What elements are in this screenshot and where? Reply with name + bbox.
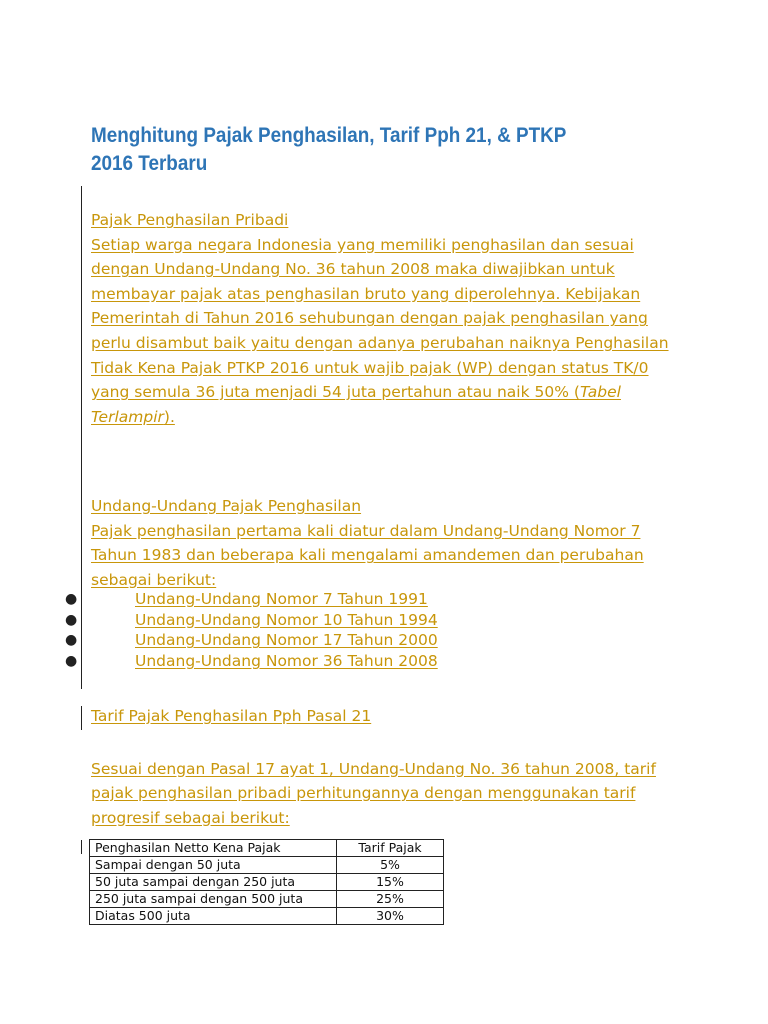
table-cell: 25% bbox=[337, 891, 444, 908]
table-row bbox=[90, 874, 444, 891]
tax-rate-table bbox=[89, 839, 444, 925]
table-cell: 5% bbox=[337, 857, 444, 874]
spacer bbox=[91, 729, 691, 757]
bullet-icon: ● bbox=[65, 653, 78, 670]
left-margin-rule bbox=[81, 840, 82, 854]
list-item bbox=[0, 651, 768, 672]
section-body[interactable] bbox=[91, 233, 691, 430]
section-body[interactable]: Sesuai dengan Pasal 17 ayat 1, Undang-Undang No. 36 tahun 2008, tarif pajak penghasilan pribadi perhitungannya dengan menggunakan tarif progresif sebagai berikut: bbox=[91, 759, 656, 827]
table-row bbox=[90, 908, 444, 925]
table-row bbox=[90, 857, 444, 874]
section-heading[interactable]: Undang-Undang Pajak Penghasilan bbox=[91, 497, 362, 515]
body-text: Setiap warga negara Indonesia yang memiliki penghasilan dan sesuai dengan Undang-Undang No. 36 tahun 2008 maka diwajibkan untuk membayar pajak atas penghasilan bruto yang diperolehnya. Kebijakan Pemerintah di Tahun 2016 sehubungan dengan pajak penghasilan yang perlu disambut baik yaitu dengan adanya perubahan naiknya Penghasilan Tidak Kena Pajak PTKP 2016 untuk wajib pajak (WP) dengan status TK/0 yang semula 36 juta menjadi 54 juta pertahun atau naik 50% ( bbox=[91, 235, 669, 402]
list-item bbox=[0, 589, 768, 610]
body-text-end: ). bbox=[163, 407, 175, 426]
bullet-icon: ● bbox=[65, 632, 78, 649]
section-heading[interactable]: Pajak Penghasilan Pribadi bbox=[91, 211, 289, 229]
list-item-link[interactable]: Undang-Undang Nomor 10 Tahun 1994 bbox=[135, 610, 438, 629]
bullet-icon: ● bbox=[65, 611, 78, 628]
table-cell: 15% bbox=[337, 874, 444, 891]
table-row bbox=[90, 891, 444, 908]
italic-reference: Tabel Terlampir bbox=[91, 383, 621, 426]
table-cell: 50 juta sampai dengan 250 juta bbox=[90, 874, 337, 891]
document-title: Menghitung Pajak Penghasilan, Tarif Pph 21, & PTKP 2016 Terbaru bbox=[91, 124, 567, 175]
list-item-link[interactable]: Undang-Undang Nomor 17 Tahun 2000 bbox=[135, 631, 438, 650]
list-item bbox=[0, 610, 768, 631]
section-body[interactable]: Pajak penghasilan pertama kali diatur dalam Undang-Undang Nomor 7 Tahun 1983 dan beberapa kali mengalami amandemen dan perubahan sebagai berikut: bbox=[91, 521, 644, 589]
table-header-row bbox=[90, 840, 444, 857]
section-pajak-penghasilan-pribadi bbox=[91, 208, 691, 429]
list-item-link[interactable]: Undang-Undang Nomor 36 Tahun 2008 bbox=[135, 652, 438, 671]
table-cell: 250 juta sampai dengan 500 juta bbox=[90, 891, 337, 908]
section-undang-undang bbox=[91, 494, 691, 592]
section-tarif-pph21 bbox=[91, 704, 691, 830]
law-list bbox=[0, 589, 768, 672]
table-cell: Sampai dengan 50 juta bbox=[90, 857, 337, 874]
bullet-icon: ● bbox=[65, 591, 78, 607]
table-header-cell: Tarif Pajak bbox=[337, 840, 444, 857]
list-item bbox=[0, 630, 768, 651]
table-cell: 30% bbox=[337, 908, 444, 925]
table-header-cell: Penghasilan Netto Kena Pajak bbox=[90, 840, 337, 857]
list-item-link[interactable]: Undang-Undang Nomor 7 Tahun 1991 bbox=[135, 590, 428, 608]
table-cell: Diatas 500 juta bbox=[90, 908, 337, 925]
left-margin-rule bbox=[81, 706, 82, 730]
section-heading[interactable]: Tarif Pajak Penghasilan Pph Pasal 21 bbox=[91, 707, 372, 725]
